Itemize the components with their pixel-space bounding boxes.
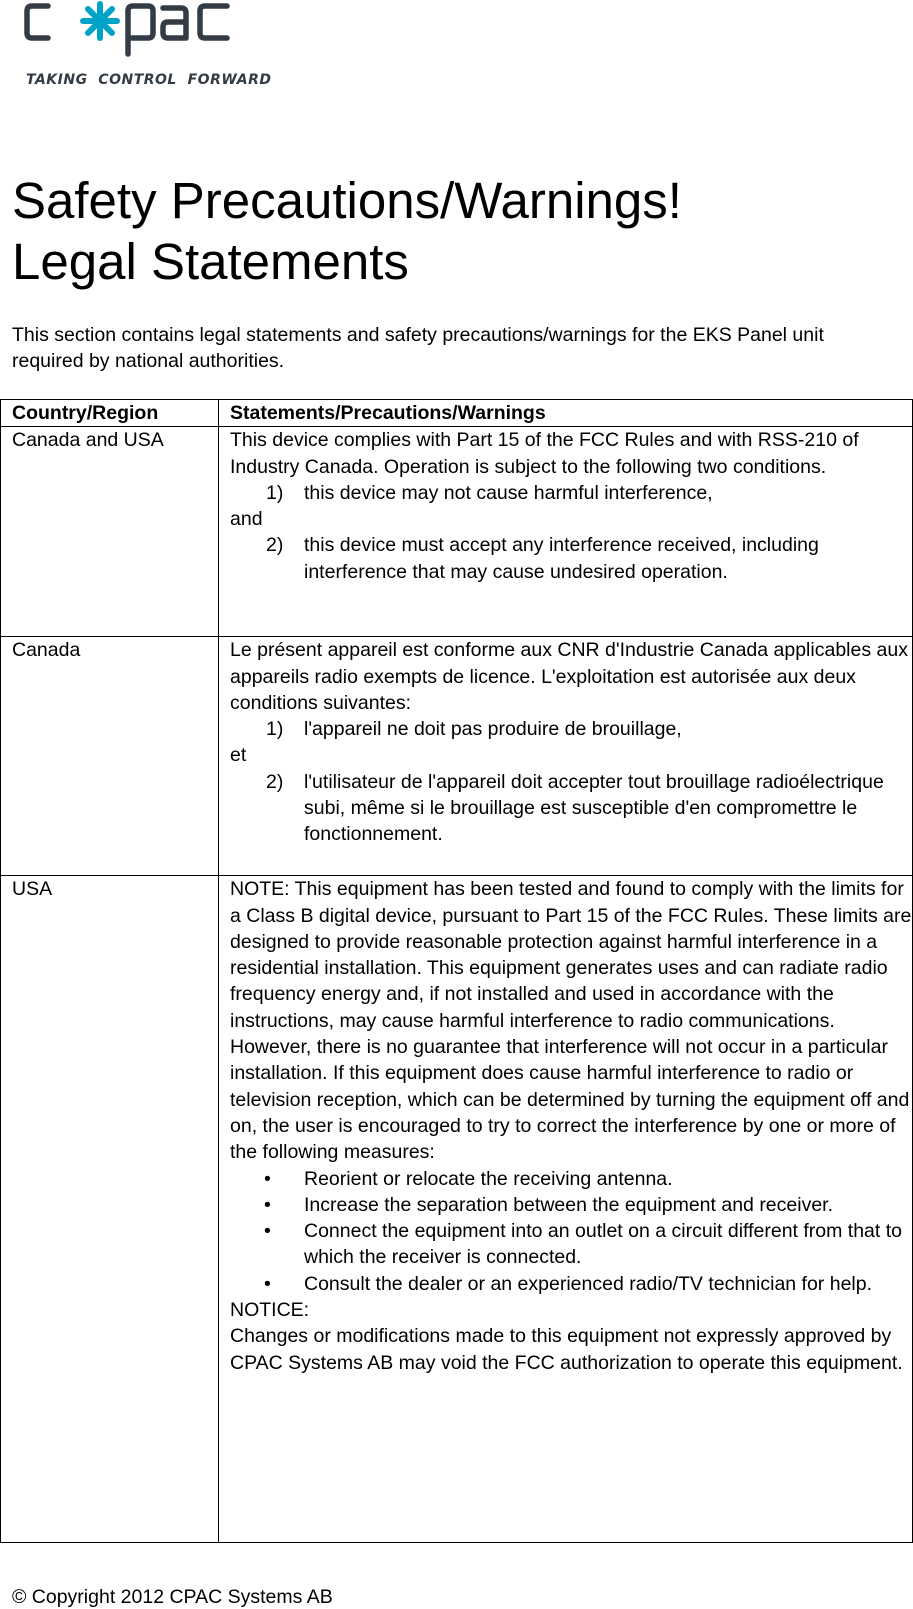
table-row — [1, 637, 913, 876]
bullet-item: • Reorient or relocate the receiving antenna. — [264, 1167, 673, 1190]
legal-statements-table — [0, 399, 913, 1543]
statement-cell — [219, 637, 913, 876]
copyright-footer: © Copyright 2012 CPAC Systems AB — [12, 1586, 333, 1608]
table-row — [1, 427, 913, 637]
notice-label: NOTICE: — [230, 1299, 310, 1322]
list-item: 1) this device may not cause harmful interference, — [266, 481, 713, 504]
logo-tagline: TAKING CONTROL FORWARD — [26, 72, 272, 88]
bullet-item: • Connect the equipment into an outlet on a circuit different from that to which the receiver is connected. — [264, 1220, 902, 1269]
statement-cell — [219, 427, 913, 637]
bullet-item: • Consult the dealer or an experienced radio/TV technician for help. — [264, 1272, 873, 1295]
page-title: Safety Precautions/Warnings! Legal Statements — [12, 172, 682, 290]
statement-cell — [219, 876, 913, 1543]
region-cell: Canada — [1, 637, 219, 876]
statement-text: This device complies with Part 15 of the FCC Rules and with RSS-210 of Industry Canada. Operation is subject to the following two conditions. — [230, 429, 859, 478]
header-statements: Statements/Precautions/Warnings — [219, 400, 913, 427]
header-country: Country/Region — [1, 400, 219, 427]
bullet-item: • Increase the separation between the equipment and receiver. — [264, 1193, 834, 1216]
notice-text: Changes or modifications made to this equipment not expressly approved by CPAC Systems AB may void the FCC authorization to operate this equipment. — [230, 1325, 903, 1374]
list-item: 2) l'utilisateur de l'appareil doit accepter tout brouillage radioélectrique subi, même si le brouillage est susceptible d'en compromettre le fonctionnement. — [266, 770, 884, 846]
conjunction: and — [230, 508, 263, 531]
table-row — [1, 876, 913, 1543]
statement-text: Le présent appareil est conforme aux CNR d'Industrie Canada applicables aux appareils radio exempts de licence. L'exploitation est autorisée aux deux conditions suivantes: — [230, 639, 908, 714]
statement-text: NOTE: This equipment has been tested and found to comply with the limits for a Class B digital device, pursuant to Part 15 of the FCC Rules. These limits are designed to provide reasonable protection against harmful interference in a residential installation. This equipment generates uses and can radiate radio frequency energy and, if not installed and used in accordance with the instructions, may cause harmful interference to radio communications. However, there is no guarantee that interference will not occur in a particular installation. If this equipment does cause harmful interference to radio or television reception, which can be determined by turning the equipment off and on, the user is encouraged to try to correct the interference by one or more of the following measures: — [230, 878, 912, 1164]
region-cell: USA — [1, 876, 219, 1543]
conjunction: et — [230, 744, 247, 767]
intro-paragraph: This section contains legal statements and safety precautions/warnings for the EKS Panel unit required by national authorities. — [12, 324, 824, 372]
region-cell: Canada and USA — [1, 427, 219, 637]
list-item: 1) l'appareil ne doit pas produire de brouillage, — [266, 718, 682, 741]
table-header-row — [1, 400, 913, 427]
list-item: 2) this device must accept any interference received, including interference that may cause undesired operation. — [266, 534, 819, 583]
